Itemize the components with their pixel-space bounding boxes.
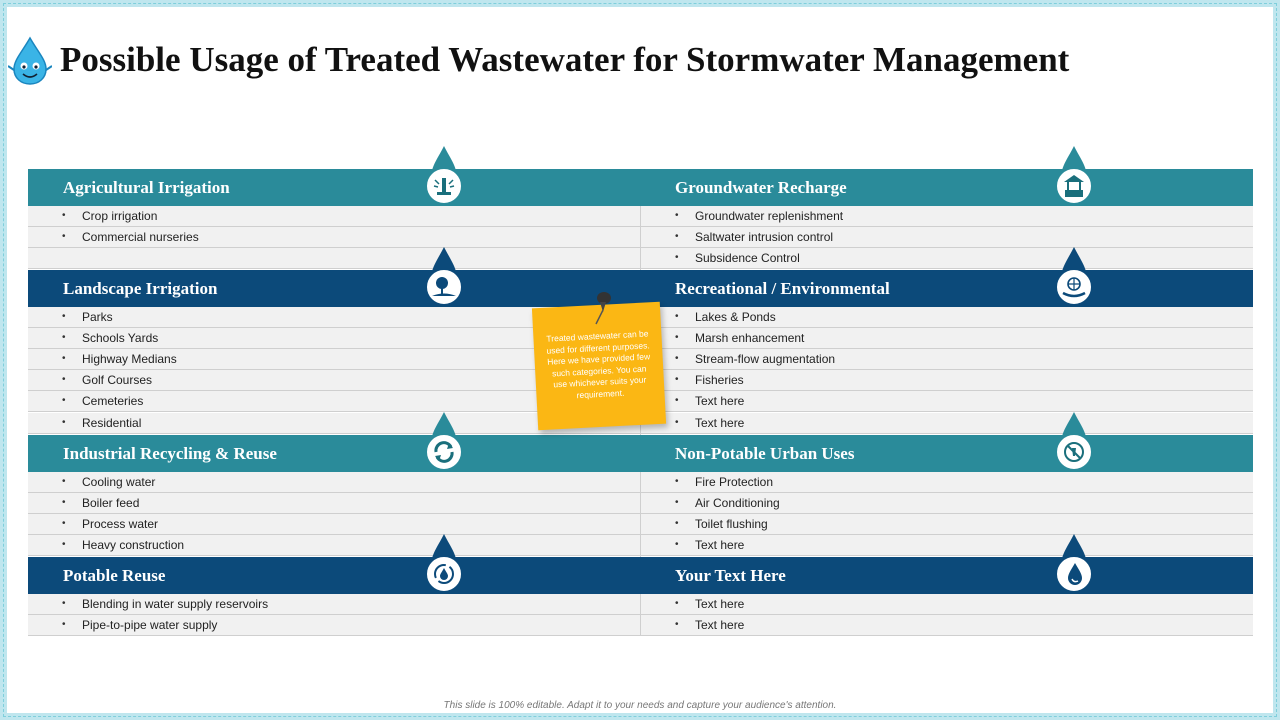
- section-title-non-potable-urban: Non-Potable Urban Uses: [675, 444, 855, 463]
- list-item: • Air Conditioning: [641, 493, 1253, 514]
- well-icon: [1054, 144, 1094, 208]
- globe-hand-icon: [1054, 245, 1094, 309]
- list-item: • Highway Medians: [28, 349, 640, 370]
- no-drinking-icon: [1054, 410, 1094, 474]
- list-item: • Groundwater replenishment: [641, 206, 1253, 227]
- sprinkler-icon: [424, 144, 464, 208]
- list-item: • Parks: [28, 307, 640, 328]
- list-item: • Boiler feed: [28, 493, 640, 514]
- section-title-groundwater-recharge: Groundwater Recharge: [675, 178, 847, 197]
- list-item: • Golf Courses: [28, 370, 640, 391]
- list-item: • Lakes & Ponds: [641, 307, 1253, 328]
- list-item: • Heavy construction: [28, 535, 640, 556]
- list-item: • Text here: [641, 594, 1253, 615]
- water-drop-icon: [1054, 532, 1094, 596]
- list-item: • Stream-flow augmentation: [641, 349, 1253, 370]
- water-cycle-icon: [424, 532, 464, 596]
- page-title: Possible Usage of Treated Wastewater for Stormwater Management: [60, 40, 1070, 79]
- list-item: • Residential: [28, 413, 640, 434]
- section-title-potable-reuse: Potable Reuse: [63, 566, 166, 585]
- list-item: • Cooling water: [28, 472, 640, 493]
- list-item: • Text here: [641, 413, 1253, 434]
- list-item: • Fisheries: [641, 370, 1253, 391]
- tree-landscape-icon: [424, 245, 464, 309]
- recycle-icon: [424, 410, 464, 474]
- list-item: • Crop irrigation: [28, 206, 640, 227]
- list-item: • Process water: [28, 514, 640, 535]
- list-item: • Blending in water supply reservoirs: [28, 594, 640, 615]
- section-title-recreational-environmental: Recreational / Environmental: [675, 279, 890, 298]
- section-title-agricultural-irrigation: Agricultural Irrigation: [63, 178, 230, 197]
- section-title-your-text-here: Your Text Here: [675, 566, 786, 585]
- sticky-note-text: Treated wastewater can be used for different purposes. Here we have provided few such categories. You can use whichever suits your requirement.: [546, 328, 651, 400]
- list-item: • Toilet flushing: [641, 514, 1253, 535]
- water-drop-mascot-icon: [8, 36, 52, 86]
- list-item-empty: [28, 248, 640, 269]
- list-item: • Text here: [641, 535, 1253, 556]
- list-item: • Text here: [641, 615, 1253, 636]
- list-item: • Commercial nurseries: [28, 227, 640, 248]
- list-item: • Schools Yards: [28, 328, 640, 349]
- list-item: • Cemeteries: [28, 391, 640, 412]
- section-title-landscape-irrigation: Landscape Irrigation: [63, 279, 218, 298]
- push-pin-icon: [588, 290, 616, 326]
- list-item: • Text here: [641, 391, 1253, 412]
- footer-note: This slide is 100% editable. Adapt it to your needs and capture your audience's attention.: [443, 700, 837, 711]
- list-item: • Marsh enhancement: [641, 328, 1253, 349]
- section-title-industrial-recycling: Industrial Recycling & Reuse: [63, 444, 277, 463]
- list-item: • Fire Protection: [641, 472, 1253, 493]
- list-item: • Saltwater intrusion control: [641, 227, 1253, 248]
- list-item: • Subsidence Control: [641, 248, 1253, 269]
- list-item: • Pipe-to-pipe water supply: [28, 615, 640, 636]
